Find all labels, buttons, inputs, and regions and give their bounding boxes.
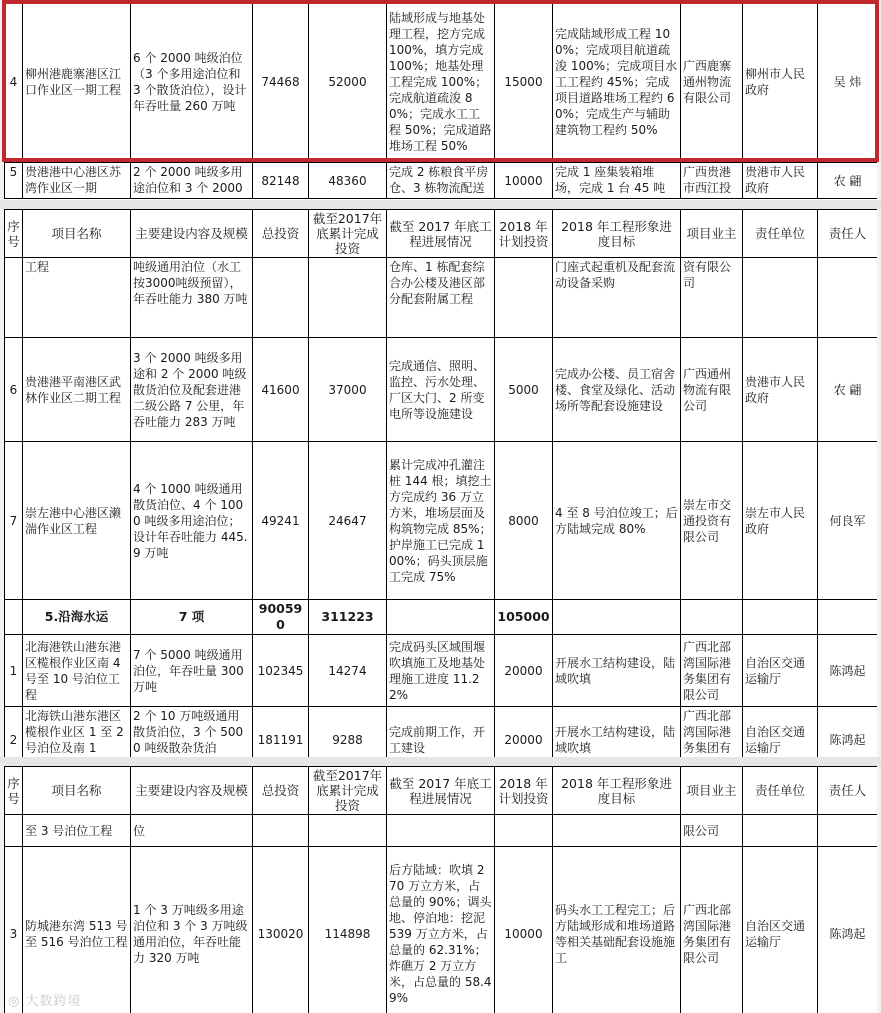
header-name: 项目名称 — [23, 767, 131, 815]
cell-person: 农 翩 — [818, 163, 878, 199]
header-total: 总投资 — [253, 210, 309, 258]
cell-person: 陈鸿起 — [818, 707, 878, 758]
table-row — [5, 815, 878, 847]
cell-seq — [5, 600, 23, 635]
cell-owner: 广西通州物流有限公司 — [681, 338, 743, 442]
cell-target: 完成 1 座集装箱堆场，完成 1 台 45 吨 — [553, 163, 681, 199]
cell-target — [553, 815, 681, 847]
cell-name: 至 3 号泊位工程 — [23, 815, 131, 847]
cell-person — [818, 815, 878, 847]
cell-owner: 广西北部湾国际港务集团有 — [681, 707, 743, 758]
cell-done: 48360 — [309, 163, 387, 199]
cell-total: 102345 — [253, 635, 309, 707]
cell-unit: 崇左市人民政府 — [743, 442, 818, 600]
cell-progress: 累计完成冲孔灌注桩 144 根；填挖土方完成约 36 万立方米，堆场层面及构筑物完成 85%；护岸施工已完成 100%；码头顶层施工完成 75% — [387, 442, 495, 600]
table-row — [5, 258, 878, 338]
cell-progress — [387, 815, 495, 847]
table-segment-2 — [4, 209, 877, 757]
cell-content: 7 个 5000 吨级通用泊位，年吞吐量 300 万吨 — [131, 635, 253, 707]
cell-owner: 广西北部湾国际港务集团有限公司 — [681, 847, 743, 1013]
cell-name: 北海港铁山港东港区榄根作业区南 4 号至 10 号泊位工程 — [23, 635, 131, 707]
cell-progress: 仓库、1 栋配套综合办公楼及港区部分配套附属工程 — [387, 258, 495, 338]
subtotal-plan: 105000 — [495, 600, 553, 635]
cell-unit: 自治区交通运输厅 — [743, 847, 818, 1013]
cell-total: 74468 — [253, 1, 309, 163]
cell-total: 41600 — [253, 338, 309, 442]
cell-owner: 广西贵港市西江投 — [681, 163, 743, 199]
table-row — [5, 707, 878, 758]
table-segment-3 — [4, 766, 877, 1013]
subtotal-total: 900590 — [253, 600, 309, 635]
cell-unit: 贵港市人民政府 — [743, 163, 818, 199]
cell-progress: 完成码头区域围堰吹填施工及地基处理施工进度 11.22% — [387, 635, 495, 707]
table-header-row — [5, 767, 878, 815]
cell-content: 位 — [131, 815, 253, 847]
cell-total — [253, 258, 309, 338]
project-table-2 — [4, 209, 877, 757]
cell-content: 6 个 2000 吨级泊位（3 个多用途泊位和 3 个散货泊位），设计年吞吐量 260 万吨 — [131, 1, 253, 163]
cell-name: 贵港港中心港区苏湾作业区一期 — [23, 163, 131, 199]
cell-plan: 10000 — [495, 163, 553, 199]
subtotal-row — [5, 600, 878, 635]
header-name: 项目名称 — [23, 210, 131, 258]
cell-seq — [5, 258, 23, 338]
header-content: 主要建设内容及规模 — [131, 767, 253, 815]
header-unit: 责任单位 — [743, 767, 818, 815]
cell-person: 陈鸿起 — [818, 635, 878, 707]
cell-done: 9288 — [309, 707, 387, 758]
cell-seq: 1 — [5, 635, 23, 707]
table-row — [5, 1, 878, 163]
cell-total: 82148 — [253, 163, 309, 199]
header-seq: 序号 — [5, 767, 23, 815]
header-seq: 序号 — [5, 210, 23, 258]
cell-content: 2 个 10 万吨级通用散货泊位，3 个 5000 吨级散杂货泊 — [131, 707, 253, 758]
cell-content: 3 个 2000 吨级多用途和 2 个 2000 吨级散货泊位及配套进港二级公路 7 公里，年吞吐能力 283 万吨 — [131, 338, 253, 442]
cell-unit — [743, 815, 818, 847]
table-row — [5, 635, 878, 707]
cell-target: 完成陆域形成工程 100%；完成项目航道疏浚 100%；完成项目水工工程约 45%；完成项目道路堆场工程约 60%；完成生产与辅助建筑物工程约 50% — [553, 1, 681, 163]
cell-seq: 6 — [5, 338, 23, 442]
cell-target: 码头水工工程完工；后方陆域形成和堆场道路等相关基础配套设施施工 — [553, 847, 681, 1013]
cell-name: 贵港港平南港区武林作业区二期工程 — [23, 338, 131, 442]
header-progress: 截至 2017 年底工程进展情况 — [387, 210, 495, 258]
header-total: 总投资 — [253, 767, 309, 815]
cell-plan: 5000 — [495, 338, 553, 442]
cell-content: 4 个 1000 吨级通用散货泊位、4 个 1000 吨级多用途泊位；设计年吞吐能力 445.9 万吨 — [131, 442, 253, 600]
cell-person: 吴 炜 — [818, 1, 878, 163]
table-row — [5, 442, 878, 600]
cell-unit: 自治区交通运输厅 — [743, 707, 818, 758]
subtotal-count: 7 项 — [131, 600, 253, 635]
header-plan: 2018 年计划投资 — [495, 210, 553, 258]
cell-done: 24647 — [309, 442, 387, 600]
header-progress: 截至 2017 年底工程进展情况 — [387, 767, 495, 815]
cell-plan: 15000 — [495, 1, 553, 163]
cell-seq: 4 — [5, 1, 23, 163]
cell-done: 14274 — [309, 635, 387, 707]
cell-unit: 贵港市人民政府 — [743, 338, 818, 442]
cell-done: 37000 — [309, 338, 387, 442]
watermark-text: 大数跨境 — [25, 994, 82, 1009]
cell-plan — [495, 258, 553, 338]
cell-progress: 完成 2 栋粮食平房仓、3 栋物流配送 — [387, 163, 495, 199]
cell-owner: 限公司 — [681, 815, 743, 847]
table-row — [5, 163, 878, 199]
cell-seq — [5, 815, 23, 847]
subtotal-done: 311223 — [309, 600, 387, 635]
cell-plan: 10000 — [495, 847, 553, 1013]
cell-progress: 完成通信、照明、监控、污水处理、厂区大门、2 所变电所等设施建设 — [387, 338, 495, 442]
cell-seq: 7 — [5, 442, 23, 600]
cell-done: 52000 — [309, 1, 387, 163]
cell-total — [253, 815, 309, 847]
cell-owner: 广西鹿寨通州物流有限公司 — [681, 1, 743, 163]
cell-content: 2 个 2000 吨级多用途泊位和 3 个 2000 — [131, 163, 253, 199]
cell-target: 完成办公楼、员工宿舍楼、食堂及绿化、活动场所等配套设施建设 — [553, 338, 681, 442]
header-owner: 项目业主 — [681, 767, 743, 815]
cell-seq: 3 — [5, 847, 23, 1013]
header-owner: 项目业主 — [681, 210, 743, 258]
cell-owner — [681, 600, 743, 635]
cell-name: 工程 — [23, 258, 131, 338]
cell-target: 开展水工结构建设，陆域吹填 — [553, 707, 681, 758]
cell-owner: 崇左市交通投资有限公司 — [681, 442, 743, 600]
cell-plan: 8000 — [495, 442, 553, 600]
cell-target: 4 至 8 号泊位竣工；后方陆域完成 80% — [553, 442, 681, 600]
cell-plan: 20000 — [495, 707, 553, 758]
watermark — [8, 990, 82, 1009]
project-table-3 — [4, 766, 877, 1013]
page-divider — [0, 200, 881, 209]
cell-owner: 广西北部湾国际港务集团有限公司 — [681, 635, 743, 707]
cell-done — [309, 258, 387, 338]
cell-unit: 自治区交通运输厅 — [743, 635, 818, 707]
cell-seq: 5 — [5, 163, 23, 199]
cell-name: 防城港东湾 513 号至 516 号泊位工程 — [23, 847, 131, 1013]
header-done: 截至2017年底累计完成投资 — [309, 767, 387, 815]
cell-plan — [495, 815, 553, 847]
cell-progress: 完成前期工作，开工建设 — [387, 707, 495, 758]
cell-target: 门座式起重机及配套流动设备采购 — [553, 258, 681, 338]
page-divider — [0, 757, 881, 766]
project-table-1 — [4, 0, 877, 199]
cell-name: 崇左港中心港区濑湍作业区工程 — [23, 442, 131, 600]
header-target: 2018 年工程形象进度目标 — [553, 210, 681, 258]
cell-progress: 后方陆域：吹填 270 万立方米，占总量的 90%；调头地、停泊地：挖泥 539 万立方米，占总量的 62.31%；炸礁万 2 万立方米，占总量的 58.49% — [387, 847, 495, 1013]
header-unit: 责任单位 — [743, 210, 818, 258]
cell-owner: 资有限公司 — [681, 258, 743, 338]
cell-content: 1 个 3 万吨级多用途泊位和 3 个 3 万吨级通用泊位，年吞吐能力 320 万吨 — [131, 847, 253, 1013]
table-segment-1 — [4, 0, 877, 200]
cell-person: 陈鸿起 — [818, 847, 878, 1013]
cell-done: 114898 — [309, 847, 387, 1013]
cell-person — [818, 600, 878, 635]
cell-target — [553, 600, 681, 635]
cell-plan: 20000 — [495, 635, 553, 707]
cell-progress: 陆域形成与地基处理工程，挖方完成 100%，填方完成 100%；地基处理工程完成 100%；完成航道疏浚 80%；完成水工工程 50%；完成道路堆场工程 50% — [387, 1, 495, 163]
cell-total: 130020 — [253, 847, 309, 1013]
cell-person: 农 翩 — [818, 338, 878, 442]
table-row — [5, 338, 878, 442]
subtotal-label: 5.沿海水运 — [23, 600, 131, 635]
table-row — [5, 847, 878, 1013]
cell-name: 柳州港鹿寨港区江口作业区一期工程 — [23, 1, 131, 163]
table-header-row — [5, 210, 878, 258]
header-content: 主要建设内容及规模 — [131, 210, 253, 258]
watermark-logo-icon: ◎ — [8, 994, 26, 1009]
header-plan: 2018 年计划投资 — [495, 767, 553, 815]
cell-unit — [743, 600, 818, 635]
cell-person — [818, 258, 878, 338]
cell-unit: 柳州市人民政府 — [743, 1, 818, 163]
cell-done — [309, 815, 387, 847]
header-person: 责任人 — [818, 210, 878, 258]
cell-progress — [387, 600, 495, 635]
header-target: 2018 年工程形象进度目标 — [553, 767, 681, 815]
header-done: 截至2017年底累计完成投资 — [309, 210, 387, 258]
cell-total: 49241 — [253, 442, 309, 600]
cell-person: 何良军 — [818, 442, 878, 600]
header-person: 责任人 — [818, 767, 878, 815]
cell-name: 北海铁山港东港区榄根作业区 1 至 2 号泊位及南 1 — [23, 707, 131, 758]
cell-content: 吨级通用泊位（水工按3000吨级预留），年吞吐能力 380 万吨 — [131, 258, 253, 338]
cell-unit — [743, 258, 818, 338]
cell-seq: 2 — [5, 707, 23, 758]
cell-total: 181191 — [253, 707, 309, 758]
cell-target: 开展水工结构建设，陆域吹填 — [553, 635, 681, 707]
